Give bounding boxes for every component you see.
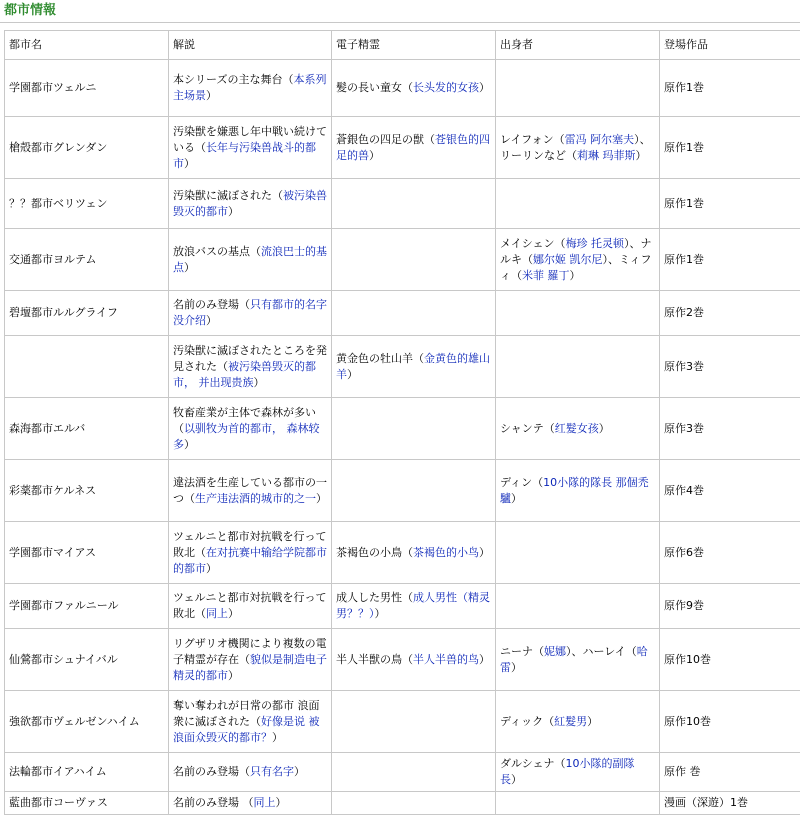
work-cell: 原作1巻 [660,179,800,229]
work-cell: 原作1巻 [660,60,800,117]
spirit-cell [332,460,496,522]
work-cell: 原作10巻 [660,629,800,691]
description-cell [169,179,332,229]
description-cell [169,691,332,753]
header-description: 解説 [169,31,332,60]
origin-cell [496,291,660,336]
translation-link[interactable]: 同上 [206,607,228,620]
cell-text: ） [184,261,195,274]
work-cell: 原作6巻 [660,522,800,584]
cell-text: ディン（ [500,476,543,489]
table-row [5,753,800,792]
cell-text: ） [599,422,610,435]
cell-text: 蒼銀色の四足の獣（ [336,133,435,146]
spirit-cell [332,753,496,792]
origin-cell [496,398,660,460]
cell-text: ニーナ（ [500,645,544,658]
work-cell: 原作3巻 [660,336,800,398]
table-row [5,229,800,291]
translation-link[interactable]: 梅珍 托灵顿 [566,237,625,250]
translation-link[interactable]: 金黄色的雄山羊 [336,352,490,381]
description-cell [169,291,332,336]
city-name-cell: 森海都市エルバ [5,398,169,460]
cell-text: ） [375,607,386,620]
cell-text: ） [587,715,598,728]
translation-link[interactable]: 以驯牧为首的都市， 森林较多 [173,422,320,451]
header-work: 登場作品 [660,31,800,60]
description-cell [169,753,332,792]
cell-text: ） [228,205,239,218]
cell-text: ） [184,157,195,170]
spirit-cell [332,229,496,291]
table-row [5,691,800,753]
work-cell: 原作2巻 [660,291,800,336]
origin-cell [496,179,660,229]
table-row [5,398,800,460]
city-name-cell: 交通都市ヨルテム [5,229,169,291]
description-cell [169,584,332,629]
description-cell [169,629,332,691]
spirit-cell [332,336,496,398]
work-cell: 原作3巻 [660,398,800,460]
table-row [5,60,800,117]
cell-text: 成人した男性（ [336,591,413,604]
translation-link[interactable]: 10小隊的副隊長 [500,757,635,786]
city-name-cell: 藍曲都市コーヴァス [5,792,169,815]
cell-text: ） [206,562,217,575]
origin-cell [496,229,660,291]
cell-text: 茶褐色の小鳥（ [336,546,413,559]
section-title: 都市情報 [0,0,800,23]
work-cell: 原作10巻 [660,691,800,753]
translation-link[interactable]: 同上 [254,796,276,809]
origin-cell [496,629,660,691]
cell-text: 奪い奪われが日常の都市 浪面衆に滅ぼされた（ [173,699,320,728]
cell-text: メイシェン（ [500,237,566,250]
spirit-cell [332,584,496,629]
city-name-cell: 学園都市ツェルニ [5,60,169,117]
translation-link[interactable]: 10小隊的隊長 那個禿驢 [500,476,649,505]
spirit-cell [332,60,496,117]
cell-text: 名前のみ登場（ [173,765,250,778]
cell-text: 汚染獣に滅ぼされたところを発見された（ [173,344,327,373]
cell-text: レイフォン（ [500,133,565,146]
table-row [5,117,800,179]
cell-text: ） [570,269,581,282]
translation-link[interactable]: 被污染兽毁灭的都市， 并出现贵族 [173,360,316,389]
work-cell: 原作1巻 [660,117,800,179]
translation-link[interactable]: 茶褐色的小鸟 [413,546,479,559]
cell-text: ディック（ [500,715,554,728]
translation-link[interactable]: 在对抗赛中输给学院都市的都市 [173,546,327,575]
cell-text: 牧畜産業が主体で森林が多い（ [173,406,316,435]
translation-link[interactable]: 米菲 羅丁 [522,269,570,282]
table-row [5,336,800,398]
cell-text: ） [206,89,217,102]
cell-text: 髪の長い童女（ [336,81,413,94]
spirit-cell [332,291,496,336]
cell-text: 放浪バスの基点（ [173,245,261,258]
translation-link[interactable]: 红髮女孩 [555,422,599,435]
description-cell [169,60,332,117]
translation-link[interactable]: 长头发的女孩 [413,81,479,94]
cell-text: 本シリーズの主な舞台（ [173,73,293,86]
cell-text: ） [479,81,490,94]
description-cell [169,522,332,584]
spirit-cell [332,117,496,179]
city-name-cell: 碧壇都市ルルグライフ [5,291,169,336]
table-row [5,792,800,815]
cell-text: ） [272,731,283,744]
city-name-cell: 槍殻都市グレンダン [5,117,169,179]
cell-text: ）、リーリンなど（ [500,133,651,162]
city-name-cell: 法輪都市イアハイム [5,753,169,792]
work-cell: 原作1巻 [660,229,800,291]
cell-text: ） [511,661,522,674]
cell-text: ） [479,653,490,666]
city-name-cell: ？？都市ベリツェン [5,179,169,229]
cell-text: ） [479,546,490,559]
cell-text: ） [184,438,195,451]
table-row [5,629,800,691]
origin-cell [496,460,660,522]
table-row [5,179,800,229]
city-name-cell [5,336,169,398]
description-cell [169,229,332,291]
translation-link[interactable]: 好像是说 被浪面众毁灭的都市？ [173,715,320,744]
cell-text: ） [294,765,305,778]
translation-link[interactable]: 雷冯 阿尔塞夫 [565,133,635,146]
description-cell [169,792,332,815]
spirit-cell [332,522,496,584]
translation-link[interactable]: 苍银色的四足的兽 [336,133,490,162]
cell-text: 汚染獣を嫌悪し年中戦い続けている（ [173,125,327,154]
header-city-name: 都市名 [5,31,169,60]
origin-cell [496,792,660,815]
cell-text: ） [316,492,327,505]
cell-text: 違法酒を生産している都市の一つ（ [173,476,327,505]
cell-text: ） [347,368,358,381]
translation-link[interactable]: 只有名字 [250,765,294,778]
origin-cell [496,584,660,629]
origin-cell [496,60,660,117]
work-cell: 原作 巻 [660,753,800,792]
translation-link[interactable]: 本系列主场景 [173,73,326,102]
table-row [5,584,800,629]
spirit-cell [332,629,496,691]
cell-text: ）、ナルキ（ [500,237,652,266]
translation-link[interactable]: 娜尔姬 凯尔尼 [533,253,603,266]
origin-cell [496,691,660,753]
origin-cell [496,117,660,179]
origin-cell [496,522,660,584]
origin-cell [496,336,660,398]
cell-text: ） [228,669,239,682]
cell-text: ダルシェナ（ [500,757,566,770]
cell-text: ） [254,376,265,389]
city-name-cell: 強欲都市ヴェルゼンハイム [5,691,169,753]
translation-link[interactable]: 紅髮男 [554,715,587,728]
work-cell: 原作9巻 [660,584,800,629]
cell-text: ） [511,492,522,505]
cell-text: 汚染獣に滅ぼされた（ [173,189,283,202]
spirit-cell [332,691,496,753]
spirit-cell [332,398,496,460]
cell-text: シャンテ（ [500,422,555,435]
work-cell: 漫画（深遊）1巻 [660,792,800,815]
description-cell [169,398,332,460]
translation-link[interactable]: 生产违法酒的城市的之一 [195,492,316,505]
cell-text: リグザリオ機関により複数の電子精霊が存在（ [173,637,327,666]
translation-link[interactable]: 哈雷 [500,645,648,674]
translation-link[interactable]: 半人半兽的鸟 [413,653,479,666]
cell-text: ツェルニと都市対抗戦を行って敗北（ [173,530,327,559]
cell-text: ） [228,607,239,620]
city-name-cell: 学園都市マイアス [5,522,169,584]
description-cell [169,460,332,522]
city-name-cell: 彩薬都市ケルネス [5,460,169,522]
cell-text: ）、ハーレイ（ [566,645,637,658]
spirit-cell [332,792,496,815]
cell-text: ）、ミィフィ（ [500,253,652,282]
cell-text: 黄金色の牡山羊（ [336,352,424,365]
city-name-cell: 学園都市ファルニール [5,584,169,629]
translation-link[interactable]: 成人男性（精灵男？？） [336,591,490,620]
cell-text: ） [511,773,522,786]
work-cell: 原作4巻 [660,460,800,522]
translation-link[interactable]: 流浪巴士的基点 [173,245,327,274]
translation-link[interactable]: 只有都市的名字 没介绍 [173,298,327,327]
table-row [5,460,800,522]
cell-text: 半人半獣の鳥（ [336,653,413,666]
city-info-table [4,30,800,815]
header-row [5,31,800,60]
translation-link[interactable]: 莉琳 玛菲斯 [577,149,636,162]
table-row [5,291,800,336]
translation-link[interactable]: 貌似是制造电子精灵的都市 [173,653,327,682]
cell-text: ） [636,149,647,162]
cell-text: ツェルニと都市対抗戦を行って敗北（ [173,591,327,620]
cell-text: 名前のみ登場 （ [173,796,254,809]
header-origin: 出身者 [496,31,660,60]
cell-text: ） [206,314,217,327]
header-spirit: 電子精霊 [332,31,496,60]
spirit-cell [332,179,496,229]
cell-text: ） [276,796,287,809]
cell-text: ） [369,149,380,162]
translation-link[interactable]: 长年与污染兽战斗的都市 [173,141,316,170]
origin-cell [496,753,660,792]
city-name-cell: 仙鶯都市シュナイバル [5,629,169,691]
description-cell [169,117,332,179]
description-cell [169,336,332,398]
table-row [5,522,800,584]
translation-link[interactable]: 妮娜 [544,645,566,658]
cell-text: 名前のみ登場（ [173,298,250,311]
translation-link[interactable]: 被污染兽毁灭的都市 [173,189,327,218]
